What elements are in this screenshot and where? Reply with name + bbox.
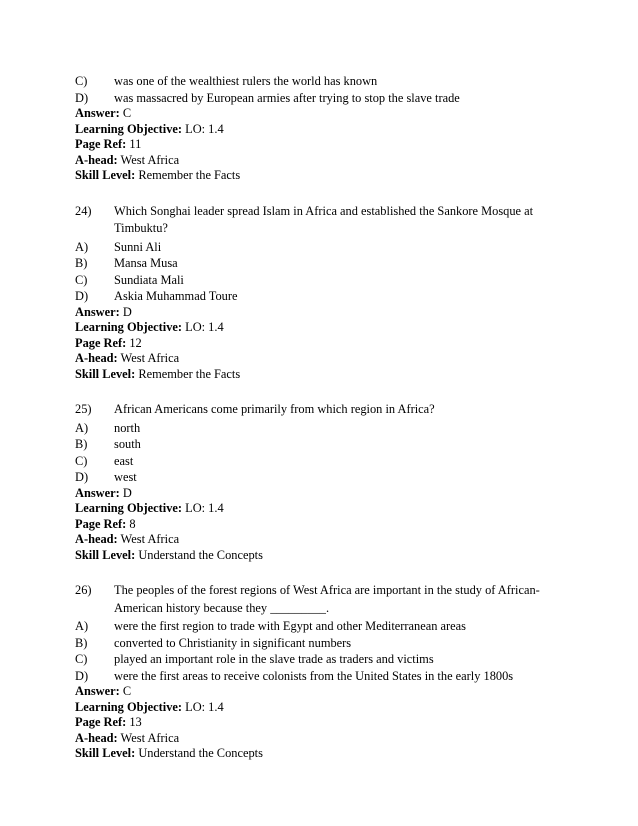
answer-label: Answer: xyxy=(75,485,120,500)
page-ref-label: Page Ref: xyxy=(75,137,127,151)
question-text: Which Songhai leader spread Islam in Africa and established the Sankore Mosque at Timbuktu? xyxy=(114,203,534,235)
option-d xyxy=(75,288,565,305)
option-b xyxy=(75,255,565,272)
option-text: east xyxy=(114,453,134,468)
answer-line xyxy=(75,106,565,122)
option-label: A) xyxy=(75,239,89,254)
option-text: south xyxy=(114,437,141,451)
a-head-label: A-head: xyxy=(75,351,118,365)
learning-objective-label: Learning Objective: xyxy=(75,320,183,334)
a-head-label: A-head: xyxy=(75,730,118,745)
question-26 xyxy=(75,582,565,762)
option-label: B) xyxy=(75,256,88,270)
option-label: C) xyxy=(75,652,88,666)
question-text: African Americans come primarily from which region in Africa? xyxy=(114,402,435,416)
a-head-line xyxy=(75,351,565,367)
option-label: A) xyxy=(75,420,89,435)
skill-level-line xyxy=(75,548,565,564)
skill-level-value: Remember the Facts xyxy=(135,366,241,381)
document-page xyxy=(75,73,565,762)
skill-level-label: Skill Level: xyxy=(75,366,136,381)
option-text: converted to Christianity in significant numbers xyxy=(114,635,352,650)
option-a xyxy=(75,420,565,437)
option-text: Sundiata Mali xyxy=(114,272,184,287)
option-label: A) xyxy=(75,619,89,633)
skill-level-label: Skill Level: xyxy=(75,547,136,562)
skill-level-line xyxy=(75,367,565,383)
a-head-line xyxy=(75,532,565,548)
option-label: C) xyxy=(75,272,88,287)
option-label: D) xyxy=(75,668,89,683)
skill-level-value: Understand the Concepts xyxy=(135,746,263,760)
page-ref-line xyxy=(75,336,565,352)
option-text: was one of the wealthiest rulers the world has known xyxy=(114,74,378,88)
option-label: D) xyxy=(75,470,89,484)
learning-objective-value: LO: 1.4 xyxy=(182,501,224,515)
spacer xyxy=(75,382,565,401)
answer-line xyxy=(75,486,565,502)
option-a xyxy=(75,618,565,635)
question-stem xyxy=(75,582,565,617)
question-stem xyxy=(75,401,565,419)
page-ref-value: 8 xyxy=(126,516,136,531)
answer-label: Answer: xyxy=(75,304,120,319)
page-ref-label: Page Ref: xyxy=(75,715,127,729)
option-d xyxy=(75,469,565,486)
learning-objective-line xyxy=(75,320,565,336)
a-head-label: A-head: xyxy=(75,532,118,546)
a-head-line xyxy=(75,731,565,747)
option-c xyxy=(75,453,565,470)
learning-objective-label: Learning Objective: xyxy=(75,501,183,515)
option-text: Mansa Musa xyxy=(114,256,178,270)
learning-objective-value: LO: 1.4 xyxy=(182,121,224,136)
skill-level-value: Understand the Concepts xyxy=(135,547,263,562)
option-b xyxy=(75,635,565,652)
option-label: C) xyxy=(75,74,88,88)
page-ref-value: 13 xyxy=(126,715,142,729)
option-label: B) xyxy=(75,437,88,451)
answer-value: C xyxy=(119,106,132,120)
skill-level-value: Remember the Facts xyxy=(135,168,241,182)
question-25 xyxy=(75,401,565,563)
learning-objective-value: LO: 1.4 xyxy=(182,320,224,334)
a-head-line xyxy=(75,153,565,169)
answer-label: Answer: xyxy=(75,684,120,698)
option-label: D) xyxy=(75,289,89,303)
answer-value: D xyxy=(119,304,132,319)
option-text: north xyxy=(114,420,141,435)
learning-objective-line xyxy=(75,501,565,517)
skill-level-label: Skill Level: xyxy=(75,746,136,760)
option-label: D) xyxy=(75,90,89,105)
page-ref-line xyxy=(75,715,565,731)
option-c xyxy=(75,73,565,90)
page-ref-value: 11 xyxy=(126,137,142,151)
learning-objective-value: LO: 1.4 xyxy=(182,699,224,714)
answer-value: C xyxy=(119,684,132,698)
page-ref-label: Page Ref: xyxy=(75,335,127,350)
option-c xyxy=(75,272,565,289)
a-head-value: West Africa xyxy=(117,351,180,365)
answer-label: Answer: xyxy=(75,106,120,120)
page-ref-value: 12 xyxy=(126,335,142,350)
option-a xyxy=(75,239,565,256)
skill-level-line xyxy=(75,746,565,762)
answer-line xyxy=(75,305,565,321)
option-label: C) xyxy=(75,453,88,468)
learning-objective-line xyxy=(75,122,565,138)
question-text: The peoples of the forest regions of West Africa are important in the study of African-American history because they _________. xyxy=(114,583,540,615)
a-head-value: West Africa xyxy=(117,532,180,546)
page-ref-line xyxy=(75,517,565,533)
spacer xyxy=(75,184,565,203)
option-text: were the first region to trade with Egypt and other Mediterranean areas xyxy=(114,619,466,633)
option-label: B) xyxy=(75,635,88,650)
option-text: Askia Muhammad Toure xyxy=(114,289,238,303)
skill-level-line xyxy=(75,168,565,184)
option-text: west xyxy=(114,470,137,484)
page-ref-label: Page Ref: xyxy=(75,516,127,531)
a-head-value: West Africa xyxy=(117,152,180,167)
option-text: Sunni Ali xyxy=(114,239,162,254)
learning-objective-line xyxy=(75,700,565,716)
a-head-value: West Africa xyxy=(117,730,180,745)
option-d xyxy=(75,668,565,685)
option-text: was massacred by European armies after trying to stop the slave trade xyxy=(114,90,460,105)
learning-objective-label: Learning Objective: xyxy=(75,699,183,714)
answer-value: D xyxy=(119,485,132,500)
skill-level-label: Skill Level: xyxy=(75,168,136,182)
option-c xyxy=(75,651,565,668)
a-head-label: A-head: xyxy=(75,152,118,167)
option-b xyxy=(75,436,565,453)
question-stem xyxy=(75,203,565,238)
spacer xyxy=(75,563,565,582)
question-number: 26) xyxy=(75,583,92,597)
question-number: 24) xyxy=(75,203,92,218)
option-text: played an important role in the slave trade as traders and victims xyxy=(114,652,434,666)
option-text: were the first areas to receive colonists from the United States in the early 1800s xyxy=(114,668,514,683)
question-number: 25) xyxy=(75,402,92,416)
question-23-continuation xyxy=(75,73,565,184)
option-d xyxy=(75,90,565,107)
question-24 xyxy=(75,203,565,383)
answer-line xyxy=(75,684,565,700)
page-ref-line xyxy=(75,137,565,153)
learning-objective-label: Learning Objective: xyxy=(75,121,183,136)
